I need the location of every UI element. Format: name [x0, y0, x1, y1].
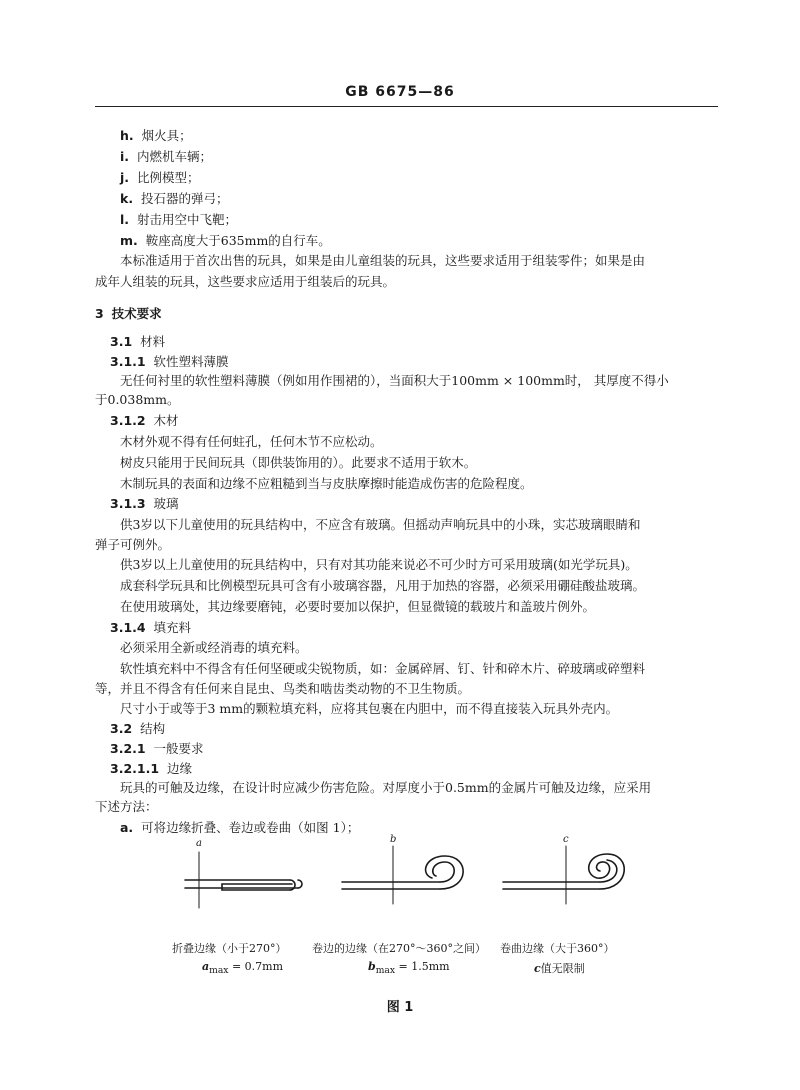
spec-subscript: max — [375, 965, 396, 977]
list-label: h. — [120, 128, 134, 143]
section-number: 3.2 — [110, 721, 133, 736]
figure-caption-title: 卷边的边缘（在270°～360°之间） — [312, 942, 486, 955]
figure-caption-spec — [534, 960, 585, 976]
section-title: 材料 — [140, 334, 166, 349]
body-line: 软性填充料中不得含有任何坚硬或尖锐物质，如：金属碎屑、钉、针和碎木片、碎玻璃或碎塑料 — [120, 661, 646, 676]
section-title: 边缘 — [167, 761, 193, 776]
body-line: 下述方法： — [95, 799, 158, 814]
section-number: 3.2.1.1 — [110, 761, 160, 776]
section-title: 结构 — [140, 721, 166, 736]
scope-paragraph-line: 成年人组装的玩具，这些要求应适用于组装后的玩具。 — [95, 274, 396, 289]
list-text: 投石器的弹弓； — [141, 191, 229, 206]
spec-value: = 1.5mm — [395, 960, 450, 973]
section-title: 一般要求 — [153, 741, 204, 756]
list-label: i. — [120, 149, 130, 164]
section-number: 3.1 — [110, 334, 133, 349]
body-line: 木制玩具的表面和边缘不应粗糙到当与皮肤摩擦时能造成伤害的危险程度。 — [120, 476, 533, 491]
body-line: 无任何衬里的软性塑料薄膜（例如用作围裙的），当面积大于100mm × 100mm时， 其厚度不得小 — [120, 373, 669, 388]
list-text: 鞍座高度大于635mm的自行车。 — [145, 233, 331, 248]
list-text: 内燃机车辆； — [137, 149, 213, 164]
section-title: 玻璃 — [153, 496, 179, 511]
section-title: 技术要求 — [111, 306, 162, 321]
section-number: 3.1.2 — [110, 413, 146, 428]
figure-title: 图 1 — [386, 1000, 414, 1015]
list-label: m. — [120, 233, 138, 248]
spec-symbol: a — [202, 960, 210, 973]
spec-symbol: c — [534, 962, 541, 975]
standard-header: GB 6675—86 — [345, 84, 455, 100]
fig-label-c: c — [563, 834, 569, 845]
fig-label-a: a — [196, 838, 202, 849]
body-line: 成套科学玩具和比例模型玩具可含有小玻璃容器，凡用于加热的容器，必须采用硼硅酸盐玻璃。 — [120, 578, 646, 593]
section-title: 木材 — [153, 413, 179, 428]
spec-subscript: max — [209, 965, 229, 977]
body-line: 等，并且不得含有任何来自昆虫、鸟类和啮齿类动物的不卫生物质。 — [95, 681, 471, 696]
body-line: 树皮只能用于民间玩具（即供装饰用的）。此要求不适用于软木。 — [120, 455, 477, 470]
list-text: 射击用空中飞靶； — [137, 212, 238, 227]
body-line: 于0.038mm。 — [95, 392, 180, 407]
spec-symbol: b — [368, 960, 376, 973]
section-number: 3.1.3 — [110, 496, 146, 511]
list-text: 可将边缘折叠、卷边或卷曲（如图 1）； — [141, 820, 360, 835]
list-text: 烟火具； — [141, 128, 192, 143]
section-title: 填充料 — [153, 620, 192, 635]
section-title: 软性塑料薄膜 — [153, 354, 229, 369]
list-label: k. — [120, 191, 134, 206]
body-line: 弹子可例外。 — [95, 537, 171, 552]
list-label: l. — [120, 212, 130, 227]
folded-edge-diagram — [185, 852, 302, 908]
body-line: 必须采用全新或经消毒的填充料。 — [120, 640, 308, 655]
figure-caption-title: 折叠边缘（小于270°） — [172, 942, 287, 955]
body-line: 玩具的可触及边缘，在设计时应减少伤害危险。对厚度小于0.5mm的金属片可触及边缘，应采用 — [120, 780, 652, 795]
figure-caption-spec — [202, 960, 283, 976]
section-number: 3.1.4 — [110, 620, 146, 635]
figure-caption-title: 卷曲边缘（大于360°） — [500, 942, 615, 955]
rolled-edge-diagram — [342, 846, 463, 904]
spec-value: = 0.7mm — [228, 960, 284, 973]
body-line: 尺寸小于或等于3 mm的颗粒填充料，应将其包裹在内胆中，而不得直接装入玩具外壳内。 — [120, 701, 619, 716]
list-label: a. — [120, 820, 134, 835]
figure-caption-spec — [368, 960, 450, 976]
body-line: 供3岁以上儿童使用的玩具结构中，只有对其功能来说必不可少时方可采用玻璃(如光学玩具)。 — [120, 557, 638, 572]
curled-edge-diagram — [503, 846, 624, 904]
body-line: 供3岁以下儿童使用的玩具结构中，不应含有玻璃。但摇动声响玩具中的小珠，实芯玻璃眼睛和 — [120, 517, 641, 532]
body-line: 木材外观不得有任何蛀孔，任何木节不应松动。 — [120, 434, 383, 449]
fig-label-b: b — [390, 834, 397, 845]
scope-paragraph-line: 本标准适用于首次出售的玩具，如果是由儿童组装的玩具，这些要求适用于组装零件；如果是由 — [120, 253, 646, 268]
list-text: 比例模型； — [137, 170, 200, 185]
body-line: 在使用玻璃处，其边缘要磨钝，必要时要加以保护，但显微镜的载玻片和盖玻片例外。 — [120, 599, 596, 614]
section-number: 3 — [95, 306, 104, 321]
spec-value: 值无限制 — [540, 962, 585, 975]
section-number: 3.2.1 — [110, 741, 146, 756]
list-label: j. — [120, 170, 130, 185]
section-number: 3.1.1 — [110, 354, 146, 369]
